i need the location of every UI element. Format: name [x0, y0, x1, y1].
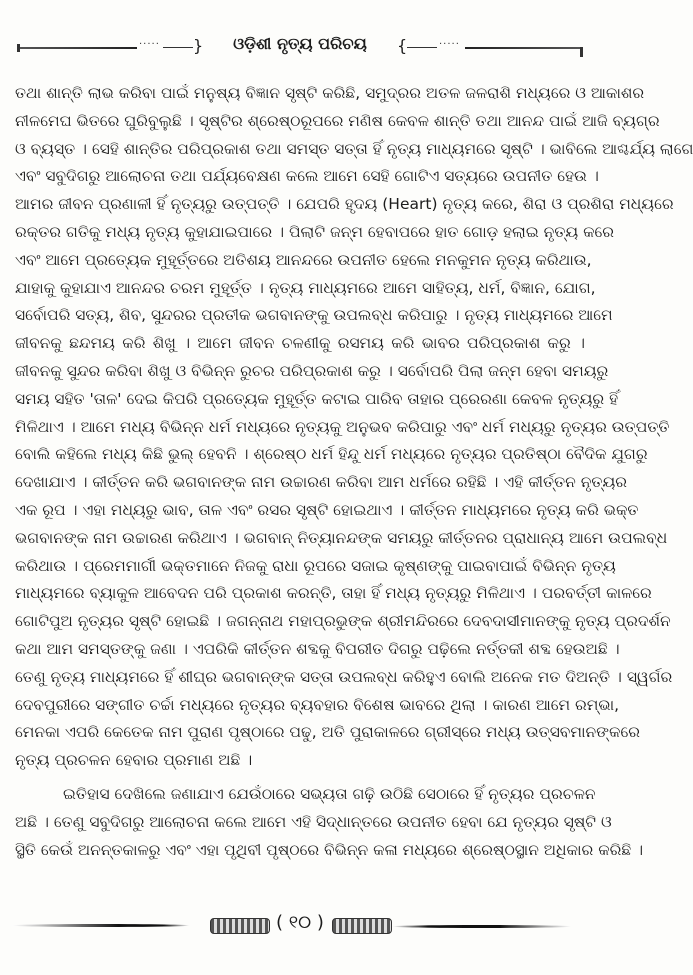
- footer-rule-left: [12, 924, 190, 927]
- text-line: ବୋଲି କହିଲେ ମଧ୍ୟ କିଛି ଭୁଲ୍ ହେବନି । ଶ୍ରେଷ୍ଠ ଧର୍ମ ହିନ୍ଦୁ ଧର୍ମ ମଧ୍ୟରେ ନୃତ୍ୟର ପ୍ରତିଷ୍ଠା ବୈଦିକ ଯୁଗରୁ: [15, 445, 648, 464]
- text-line: ଆମର ଜୀବନ ପ୍ରଣାଳୀ ହିଁ ନୃତ୍ୟରୁ ଉତ୍ପତ୍ତି । ଯେପରି ହୃଦୟ (Heart) ନୃତ୍ୟ କରେ, ଶିରା ଓ ପ୍ରଶିରା ମଧ୍ୟରେ: [15, 195, 674, 214]
- page-body: [15, 80, 693, 864]
- text-line: ତେଣୁ ନୃତ୍ୟ ମାଧ୍ୟମରେ ହିଁ ଶୀଘ୍ର ଭଗବାନ୍‌ଙ୍କ ସତ୍ତା ଉପଲବ୍ଧ କରିହୁଏ ବୋଲି ଅନେକ ମତ ଦିଅନ୍ତି । ସ୍ୱର୍ଗର: [15, 667, 673, 686]
- text-line: ମିଳିଥାଏ । ଆମେ ମଧ୍ୟ ବିଭିନ୍ନ ଧର୍ମ ମଧ୍ୟରେ ନୃତ୍ୟକୁ ଅନୁଭବ କରିପାରୁ ଏବଂ ଧର୍ମ ମଧ୍ୟରୁ ନୃତ୍ୟର ଉତ୍ପତ୍ତି: [15, 417, 670, 436]
- text-line: ଜୀବନକୁ ଛନ୍ଦମୟ କରି ଶିଖୁ । ଆମେ ଜୀବନ ଚଳଣୀକୁ ରସମୟ କରି ଭାବର ପରିପ୍ରକାଶ କରୁ ।: [15, 334, 585, 353]
- header-brace-left: }: [193, 36, 204, 55]
- text-line: ଏବଂ ସବୁଦିଗରୁ ଆଲୋଚନା ତଥା ପର୍ଯ୍ୟବେକ୍ଷଣ କଲେ ଆମେ ସେହି ଗୋଟିଏ ସତ୍ୟରେ ଉପନୀତ ହେଉ ।: [15, 167, 599, 186]
- footer-rule-right: [392, 925, 572, 928]
- text-line: ଦେବପୁରୀରେ ସଙ୍ଗୀତ ଚର୍ଚ୍ଚା ମଧ୍ୟରେ ନୃତ୍ୟର ବ୍ୟବହାର ବିଶେଷ ଭାବରେ ଥିଲା । କାରଣ ଆମେ ରମ୍ଭା,: [15, 695, 620, 714]
- page-footer: [0, 910, 600, 940]
- header-dots-left: ·····: [139, 39, 160, 50]
- text-line: କରିଥାଉ । ପ୍ରେମମାର୍ଗୀ ଭକ୍ତମାନେ ନିଜକୁ ରାଧା ରୂପରେ ସଜାଇ କୃଷ୍ଣଙ୍କୁ ପାଇବାପାଇଁ ବିଭିନ୍ନ ନୃତ୍ୟ: [15, 556, 616, 575]
- page-number: ( ୧୦ ): [276, 912, 324, 933]
- text-line: ଏବଂ ଆମେ ପ୍ରତ୍ୟେକ ମୁହୂର୍ତ୍ତରେ ଅତିଶୟ ଆନନ୍ଦରେ ଉପନୀତ ହେଲେ ମନକୁମନ ନୃତ୍ୟ କରିଥାଉ,: [15, 250, 592, 269]
- text-line: ରକ୍ତର ଗତିକୁ ମଧ୍ୟ ନୃତ୍ୟ କୁହାଯାଇପାରେ । ପିଲାଟି ଜନ୍ମ ହେବାପରେ ହାତ ଗୋଡ଼ ହଲାଇ ନୃତ୍ୟ କରେ: [15, 222, 615, 241]
- text-line: ଗୋଟିପୁଅ ନୃତ୍ୟର ସୃଷ୍ଟି ହୋଇଛି । ଜଗନ୍ନାଥ ମହାପ୍ରଭୁଙ୍କ ଶ୍ରୀମନ୍ଦିରରେ ଦେବଦାସୀମାନଙ୍କୁ ନୃତ୍ୟ ପ୍ରଦର୍ଶନ: [15, 612, 671, 631]
- text-line: ମାଧ୍ୟମରେ ବ୍ୟାକୁଳ ଆବେଦନ ପରି ପ୍ରକାଶ କରନ୍ତି, ତାହା ହିଁ ମଧ୍ୟ ନୃତ୍ୟରୁ ମିଳିଥାଏ । ପରବର୍ତ୍ତୀ କାଳରେ: [15, 584, 652, 603]
- page-title: ଓଡ଼ିଶୀ ନୃତ୍ୟ ପରିଚୟ: [233, 34, 367, 53]
- header-brace-right: {: [397, 36, 408, 55]
- text-line: ଜୀବନକୁ ସୁନ୍ଦର କରିବା ଶିଖୁ ଓ ବିଭିନ୍ନ ରୁଚର ପରିପ୍ରକାଶ କରୁ । ସର୍ବୋପରି ପିଲା ଜନ୍ମ ହେବା ସମୟରୁ: [15, 361, 609, 380]
- footer-ornament-left: [210, 918, 270, 934]
- header-rule-right: [465, 47, 583, 49]
- text-line: ଯାହାକୁ କୁହାଯାଏ ଆନନ୍ଦର ଚରମ ମୁହୂର୍ତ୍ତ । ନୃତ୍ୟ ମାଧ୍ୟମରେ ଆମେ ସାହିତ୍ୟ, ଧର୍ମ, ବିଜ୍ଞାନ, ଯୋଗ,: [15, 278, 596, 297]
- text-line: ନୀଳମେଘ ଭିତରେ ଘୁରିବୁଲୁଛି । ସୃଷ୍ଟିର ଶ୍ରେଷ୍ଠରୂପରେ ମଣିଷ କେବଳ ଶାନ୍ତି ତଥା ଆନନ୍ଦ ପାଇଁ ଆଜି ବ୍ୟଗ୍ର: [15, 111, 660, 130]
- text-line: ସମୟ ସହିତ 'ତାଳ' ଦେଇ କିପରି ପ୍ରତ୍ୟେକ ମୁହୂର୍ତ୍ତ କଟାଇ ପାରିବ ତାହାର ପ୍ରେରଣା କେବଳ ନୃତ୍ୟରୁ ହିଁ: [15, 389, 619, 408]
- text-line: ମେନକା ଏପରି କେତେକ ନାମ ପୁରାଣ ପୃଷ୍ଠାରେ ପଢୁ, ଅତି ପୁରାକାଳରେ ଗ୍ରୀସ୍‌ରେ ମଧ୍ୟ ଉତ୍ସବମାନଙ୍କରେ: [15, 723, 640, 742]
- paragraph-1: [15, 80, 693, 775]
- text-line: ଏକ ରୂପ । ଏହା ମଧ୍ୟରୁ ଭାବ, ତାଳ ଏବଂ ରସର ସୃଷ୍ଟି ହୋଇଥାଏ । କୀର୍ତ୍ତନ ମାଧ୍ୟମରେ ନୃତ୍ୟ କରି ଭକ୍ତ: [15, 500, 639, 519]
- running-header: [15, 34, 585, 58]
- text-line: କଥା ଆମ ସମସ୍ତଙ୍କୁ ଜଣା । ଏପରିକି କୀର୍ତ୍ତନ ଶବ୍ଦକୁ ବିପରୀତ ଦିଗରୁ ପଢ଼ିଲେ ନର୍ତ୍ତକୀ ଶବ୍ଦ ହେଉଅଛି ।: [15, 639, 620, 658]
- text-line: ନୃତ୍ୟ ପ୍ରଚଳନ ହେବାର ପ୍ରମାଣ ଅଛି ।: [15, 751, 253, 770]
- text-line: ସର୍ବୋପରି ସତ୍ୟ, ଶିବ, ସୁନ୍ଦରର ପ୍ରତୀକ ଭଗବାନଙ୍କୁ ଉପଲବ୍ଧ କରିପାରୁ । ନୃତ୍ୟ ମାଧ୍ୟମରେ ଆମେ: [15, 306, 613, 325]
- text-line: ଓ ବ୍ୟସ୍ତ । ସେହି ଶାନ୍ତିର ପରିପ୍ରକାଶ ତଥା ସମସ୍ତ ସତ୍ତା ହିଁ ନୃତ୍ୟ ମାଧ୍ୟମରେ ସୃଷ୍ଟି । ଭାବିଲେ ଆଶ୍ଚର୍ଯ୍ୟ ଲାଗେ: [15, 139, 693, 158]
- header-rule-right-inner: [407, 47, 437, 48]
- text-line: ଇତିହାସ ଦେଖିଲେ ଜଣାଯାଏ ଯେଉଁଠାରେ ସଭ୍ୟତା ଗଢ଼ି ଉଠିଛି ସେଠାରେ ହିଁ ନୃତ୍ୟର ପ୍ରଚଳନ: [63, 784, 596, 803]
- paragraph-2: [15, 781, 644, 864]
- text-line: ଭଗବାନଙ୍କ ନାମ ଉଚ୍ଚାରଣ କରିଥାଏ । ଭଗବାନ୍ ନିତ୍ୟାନନ୍ଦଙ୍କ ସମୟରୁ କୀର୍ତ୍ତନର ପ୍ରାଧାନ୍ୟ ଆମେ ଉପଲବ୍ଧ: [15, 528, 668, 547]
- text-line: ଅଛି । ତେଣୁ ସବୁଦିଗରୁ ଆଲୋଚନା କଲେ ଆମେ ଏହି ସିଦ୍ଧାନ୍ତରେ ଉପନୀତ ହେବା ଯେ ନୃତ୍ୟର ସୃଷ୍ଟି ଓ: [15, 812, 612, 831]
- footer-ornament-right: [332, 918, 392, 934]
- text-line: ସ୍ଥିତି କେଉଁ ଅନନ୍ତକାଳରୁ ଏବଂ ଏହା ପୃଥିବୀ ପୃଷ୍ଠରେ ବିଭିନ୍ନ କଳା ମଧ୍ୟରେ ଶ୍ରେଷ୍ଠସ୍ଥାନ ଅଧିକାର କରିଛି ।: [15, 840, 644, 859]
- text-line: ତଥା ଶାନ୍ତି ଲାଭ କରିବା ପାଇଁ ମନୁଷ୍ୟ ବିଜ୍ଞାନ ସୃଷ୍ଟି କରିଛି, ସମୁଦ୍ରର ଅତଳ ଜଳରାଶି ମଧ୍ୟରେ ଓ ଆକାଶର: [15, 84, 645, 102]
- text-line: ଦେଖାଯାଏ । କୀର୍ତ୍ତନ କରି ଭଗବାନଙ୍କ ନାମ ଉଚ୍ଚାରଣ କରିବା ଆମ ଧର୍ମରେ ରହିଛି । ଏହି କୀର୍ତ୍ତନ ନୃତ୍ୟର: [15, 473, 628, 492]
- header-dots-right: ·····: [439, 39, 460, 50]
